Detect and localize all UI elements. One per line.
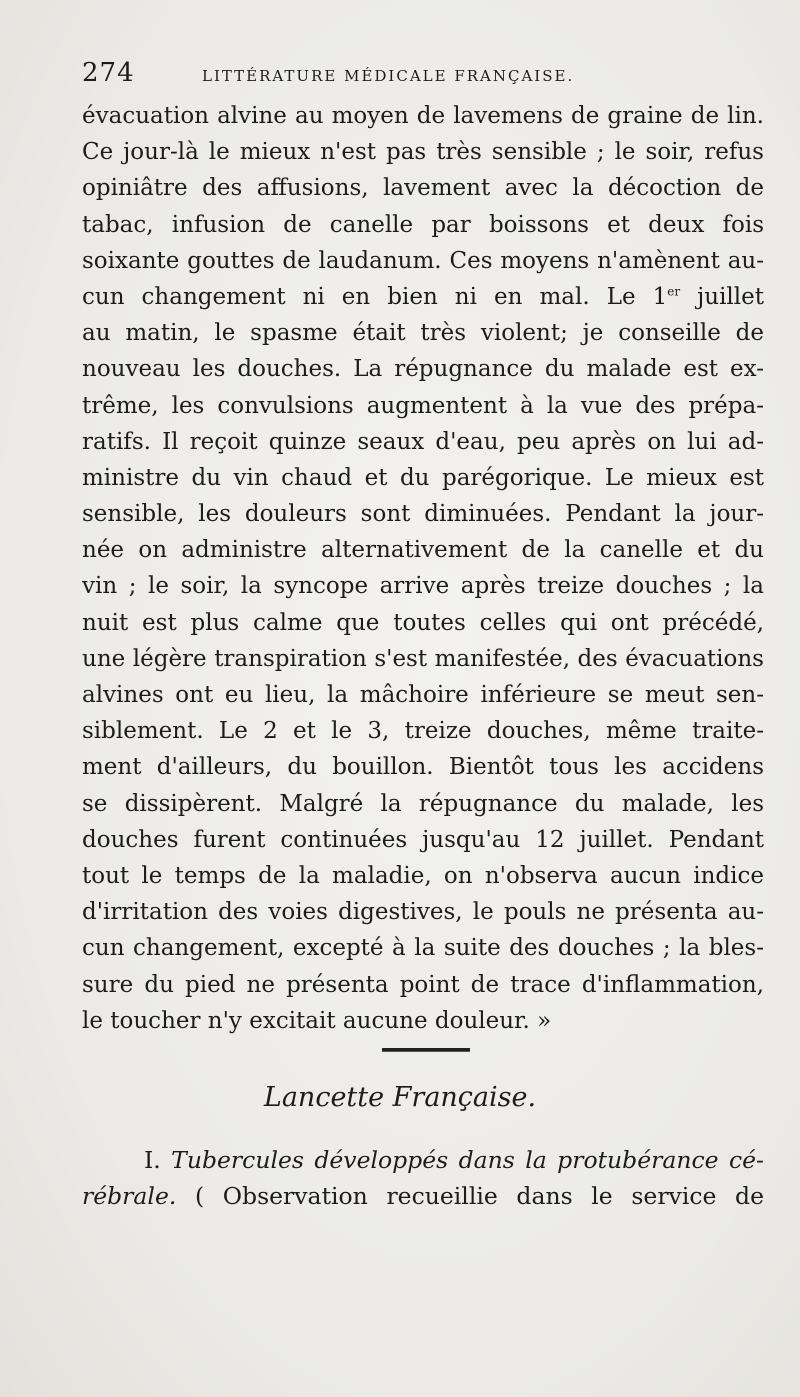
text-line: tabac, infusion de canelle par boissons et deux fois [82, 211, 764, 238]
text-line: une légère transpiration s'est manifestée, des évacuations [82, 645, 764, 672]
article-title-continued: rébrale. [82, 1182, 177, 1211]
text-line: alvines ont eu lieu, la mâchoire inférieure se meut sen- [82, 682, 764, 708]
section-title: Lancette Française. [263, 1082, 537, 1113]
page-number: 274 [82, 58, 135, 88]
text-line: évacuation alvine au moyen de lavemens de graine de lin. [82, 103, 764, 129]
text-line: d'irritation des voies digestives, le pouls ne présenta au- [82, 899, 764, 926]
text-line: se dissipèrent. Malgré la répugnance du malade, les [82, 790, 764, 817]
article-intro [82, 1142, 764, 1214]
text-line: au matin, le spasme était très violent; je conseille de [82, 320, 764, 347]
page-header [82, 58, 642, 94]
text-line [82, 1142, 764, 1178]
text-line: cun changement, excepté à la suite des douches ; la bles- [82, 935, 764, 962]
text-line: nuit est plus calme que toutes celles qui ont précédé, [82, 609, 764, 636]
text-fragment: cun changement ni en bien ni en mal. Le 1 [82, 283, 668, 310]
text-fragment: ( Observation recueillie dans le service de [176, 1182, 764, 1211]
text-fragment: juillet [680, 283, 764, 310]
text-line [82, 1178, 764, 1214]
body-paragraph [82, 98, 764, 1039]
article-title: Tubercules développés dans la protubérance cé- [171, 1146, 764, 1174]
text-line: ratifs. Il reçoit quinze seaux d'eau, peu après on lui ad- [82, 428, 764, 455]
text-line: soixante gouttes de laudanum. Ces moyens n'amènent au- [82, 247, 764, 274]
text-line: Ce jour-là le mieux n'est pas très sensible ; le soir, refus [82, 139, 764, 166]
text-line: née on administre alternativement de la canelle et du [82, 537, 764, 564]
text-line: opiniâtre des affusions, lavement avec la décoction de [82, 175, 764, 202]
superscript: er [667, 284, 681, 299]
text-line: sensible, les douleurs sont diminuées. Pendant la jour- [82, 501, 764, 528]
article-number: I. [144, 1146, 161, 1174]
text-line: douches furent continuées jusqu'au 12 juillet. Pendant [82, 826, 764, 853]
text-line: trême, les convulsions augmentent à la vue des prépa- [82, 392, 764, 419]
text-line [82, 279, 764, 315]
section-divider [382, 1048, 470, 1052]
text-line: ministre du vin chaud et du parégorique. Le mieux est [82, 464, 764, 491]
text-line: siblement. Le 2 et le 3, treize douches, même traite- [82, 718, 764, 745]
text-line: sure du pied ne présenta point de trace d'inflammation, [82, 971, 764, 998]
text-line: ment d'ailleurs, du bouillon. Bientôt tous les accidens [82, 754, 764, 781]
running-head: LITTÉRATURE MÉDICALE FRANÇAISE. [202, 67, 575, 85]
text-line: le toucher n'y excitait aucune douleur. » [82, 1007, 552, 1034]
text-line: tout le temps de la maladie, on n'observa aucun indice [82, 862, 764, 889]
text-line: nouveau les douches. La répugnance du malade est ex- [82, 356, 764, 383]
text-line: vin ; le soir, la syncope arrive après treize douches ; la [82, 573, 764, 600]
